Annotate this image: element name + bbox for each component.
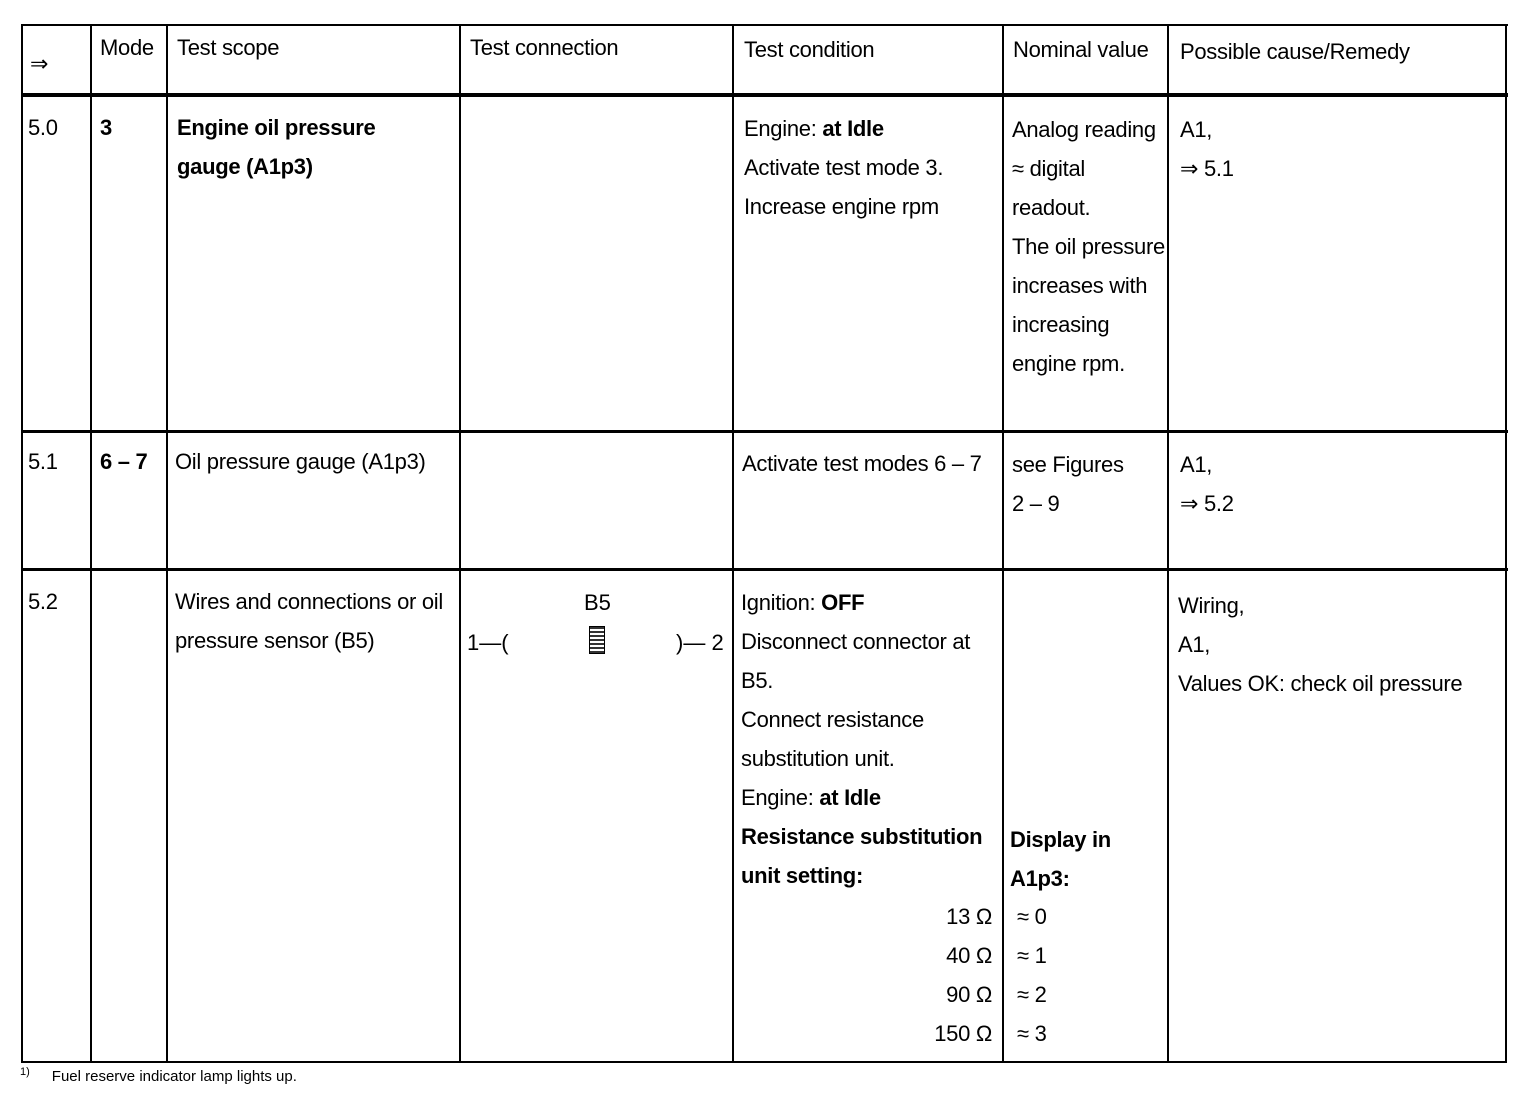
scope-line: gauge (A1p3) <box>177 154 313 179</box>
pin-1-connector: 1—( <box>467 630 509 655</box>
display-values <box>1017 897 1047 1053</box>
header-mode: Mode <box>100 35 154 60</box>
header-test-connection: Test connection <box>470 35 619 60</box>
row-5-1-step: 5.1 <box>28 449 58 474</box>
col-border-mode <box>90 24 92 1063</box>
remedy-line: Wiring, <box>1178 593 1245 618</box>
resistance-value: 90 Ω <box>946 982 992 1007</box>
display-value: ≈ 1 <box>1017 943 1047 968</box>
scope-line: pressure sensor (B5) <box>175 628 375 653</box>
scope-line: Engine oil pressure <box>177 115 376 140</box>
condition-line: Disconnect connector at <box>741 629 971 654</box>
scope-line: Wires and connections or oil <box>175 589 443 614</box>
nominal-line: Display in <box>1010 827 1111 852</box>
row-5-1-nominal <box>1012 445 1124 523</box>
row-5-2-nominal-head <box>1010 820 1111 898</box>
resistance-value: 40 Ω <box>946 943 992 968</box>
nominal-line: increases with <box>1012 273 1148 298</box>
condition-line: substitution unit. <box>741 746 895 771</box>
resistance-value: 150 Ω <box>934 1021 992 1046</box>
col-border-nominal <box>1002 24 1004 1063</box>
nominal-line: increasing <box>1012 312 1110 337</box>
condition-line: Resistance substitution <box>741 824 983 849</box>
col-border-remedy <box>1167 24 1169 1063</box>
condition-line: Increase engine rpm <box>744 194 939 219</box>
display-value: ≈ 0 <box>1017 904 1047 929</box>
condition-line: Engine: at Idle <box>741 785 881 810</box>
header-test-scope: Test scope <box>177 35 280 60</box>
header-separator <box>21 93 1508 97</box>
col-border-right <box>1505 24 1507 1063</box>
row-5-1-mode: 6 – 7 <box>100 449 148 474</box>
pressure-sensor-symbol <box>589 626 605 654</box>
nominal-line: ≈ digital <box>1012 156 1085 181</box>
col-border-connection <box>459 24 461 1063</box>
remedy-line: ⇒ 5.2 <box>1180 491 1234 516</box>
header-nominal-value: Nominal value <box>1013 37 1149 62</box>
row-5-0-nominal <box>1012 110 1165 383</box>
display-value: ≈ 3 <box>1017 1021 1047 1046</box>
resistance-value: 13 Ω <box>946 904 992 929</box>
row-5-2-remedy <box>1178 586 1462 703</box>
col-border-condition <box>732 24 734 1063</box>
col-border-left <box>21 24 23 1063</box>
remedy-line: ⇒ 5.1 <box>1180 156 1234 181</box>
pin-2-connector: )— 2 <box>676 630 724 655</box>
row-5-1-remedy <box>1180 445 1234 523</box>
row-5-1-condition: Activate test modes 6 – 7 <box>742 451 982 476</box>
condition-line: Activate test mode 3. <box>744 155 944 180</box>
nominal-line: readout. <box>1012 195 1091 220</box>
row-5-0-remedy <box>1180 110 1234 188</box>
remedy-line: Values OK: check oil pressure <box>1178 671 1463 696</box>
row-separator-5-0 <box>21 430 1508 433</box>
row-5-2-condition <box>741 583 982 895</box>
nominal-line: A1p3: <box>1010 866 1070 891</box>
nominal-line: 2 – 9 <box>1012 491 1060 516</box>
condition-line: unit setting: <box>741 863 863 888</box>
condition-line: B5. <box>741 668 774 693</box>
table-bottom-border <box>21 1061 1506 1063</box>
row-5-2-step: 5.2 <box>28 589 58 614</box>
condition-line: Engine: at Idle <box>744 116 884 141</box>
header-arrow: ⇒ <box>30 51 49 76</box>
row-5-1-scope: Oil pressure gauge (A1p3) <box>175 449 426 474</box>
nominal-line: engine rpm. <box>1012 351 1125 376</box>
nominal-line: The oil pressure <box>1012 234 1165 259</box>
condition-line: Connect resistance <box>741 707 924 732</box>
footnote-mark: 1) <box>20 1066 30 1078</box>
row-5-0-scope <box>177 108 375 186</box>
resistance-settings <box>900 897 992 1053</box>
col-border-scope <box>166 24 168 1063</box>
header-possible-cause: Possible cause/Remedy <box>1180 39 1410 64</box>
footnote-text: Fuel reserve indicator lamp lights up. <box>51 1068 297 1085</box>
footnote <box>20 1066 297 1085</box>
header-test-condition: Test condition <box>744 37 875 62</box>
row-5-2-scope <box>175 582 443 660</box>
nominal-line: Analog reading <box>1012 117 1156 142</box>
row-5-0-mode: 3 <box>100 115 112 140</box>
table-top-border <box>21 24 1508 26</box>
display-value: ≈ 2 <box>1017 982 1047 1007</box>
condition-line: Ignition: OFF <box>741 590 865 615</box>
row-5-0-condition <box>744 109 943 226</box>
nominal-line: see Figures <box>1012 452 1124 477</box>
remedy-line: A1, <box>1180 117 1213 142</box>
remedy-line: A1, <box>1178 632 1211 657</box>
row-separator-5-1 <box>21 568 1508 571</box>
row-5-0-step: 5.0 <box>28 115 58 140</box>
remedy-line: A1, <box>1180 452 1213 477</box>
sensor-b5-label: B5 <box>584 590 611 615</box>
